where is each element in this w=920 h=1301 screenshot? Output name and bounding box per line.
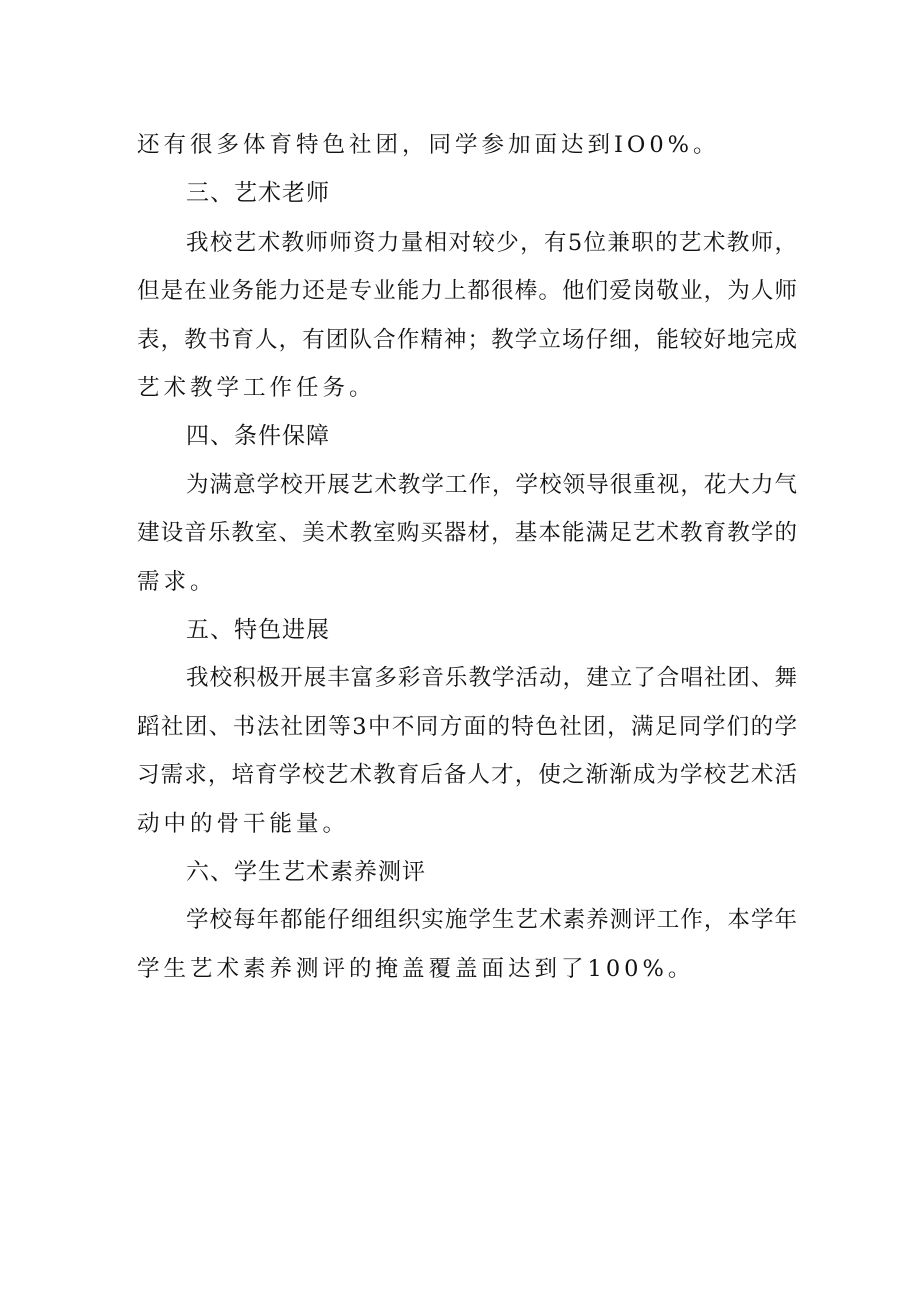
paragraph-line: 为满意学校开展艺术教学工作，学校领导很重视，花大力气: [186, 472, 797, 498]
paragraph-line: 建设音乐教室、美术教室购买器材，基本能满足艺术教育教学的: [137, 520, 797, 546]
paragraph-line: 动中的骨干能量。: [137, 811, 350, 837]
section-heading-features: 五、特色进展: [186, 617, 330, 643]
paragraph-line: 但是在业务能力还是专业能力上都很棒。他们爱岗敬业，为人师: [137, 278, 797, 304]
section-heading-assessment: 六、学生艺术素养测评: [186, 859, 426, 885]
intro-line: 还有很多体育特色社团，同学参加面达到IO0%。: [137, 132, 720, 158]
paragraph-line: 学校每年都能仔细组织实施学生艺术素养测评工作，本学年: [186, 907, 797, 933]
paragraph-line: 蹈社团、书法社团等3中不同方面的特色社团，满足同学们的学: [137, 714, 797, 740]
paragraph-line: 学生艺术素养测评的掩盖覆盖面达到了100%。: [137, 956, 695, 982]
section-heading-conditions: 四、条件保障: [186, 423, 330, 449]
paragraph-line: 我校艺术教师师资力量相对较少，有5位兼职的艺术教师，: [186, 230, 797, 256]
paragraph-line: 需求。: [137, 569, 217, 595]
paragraph-line: 习需求，培育学校艺术教育后备人才，使之渐渐成为学校艺术活: [137, 762, 797, 788]
paragraph-line: 我校积极开展丰富多彩音乐教学活动，建立了合唱社团、舞: [186, 665, 797, 691]
paragraph-line: 艺术教学工作任务。: [137, 375, 376, 401]
section-heading-art-teachers: 三、艺术老师: [186, 180, 330, 206]
paragraph-line: 表，教书育人，有团队合作精神；教学立场仔细，能较好地完成: [137, 327, 797, 353]
